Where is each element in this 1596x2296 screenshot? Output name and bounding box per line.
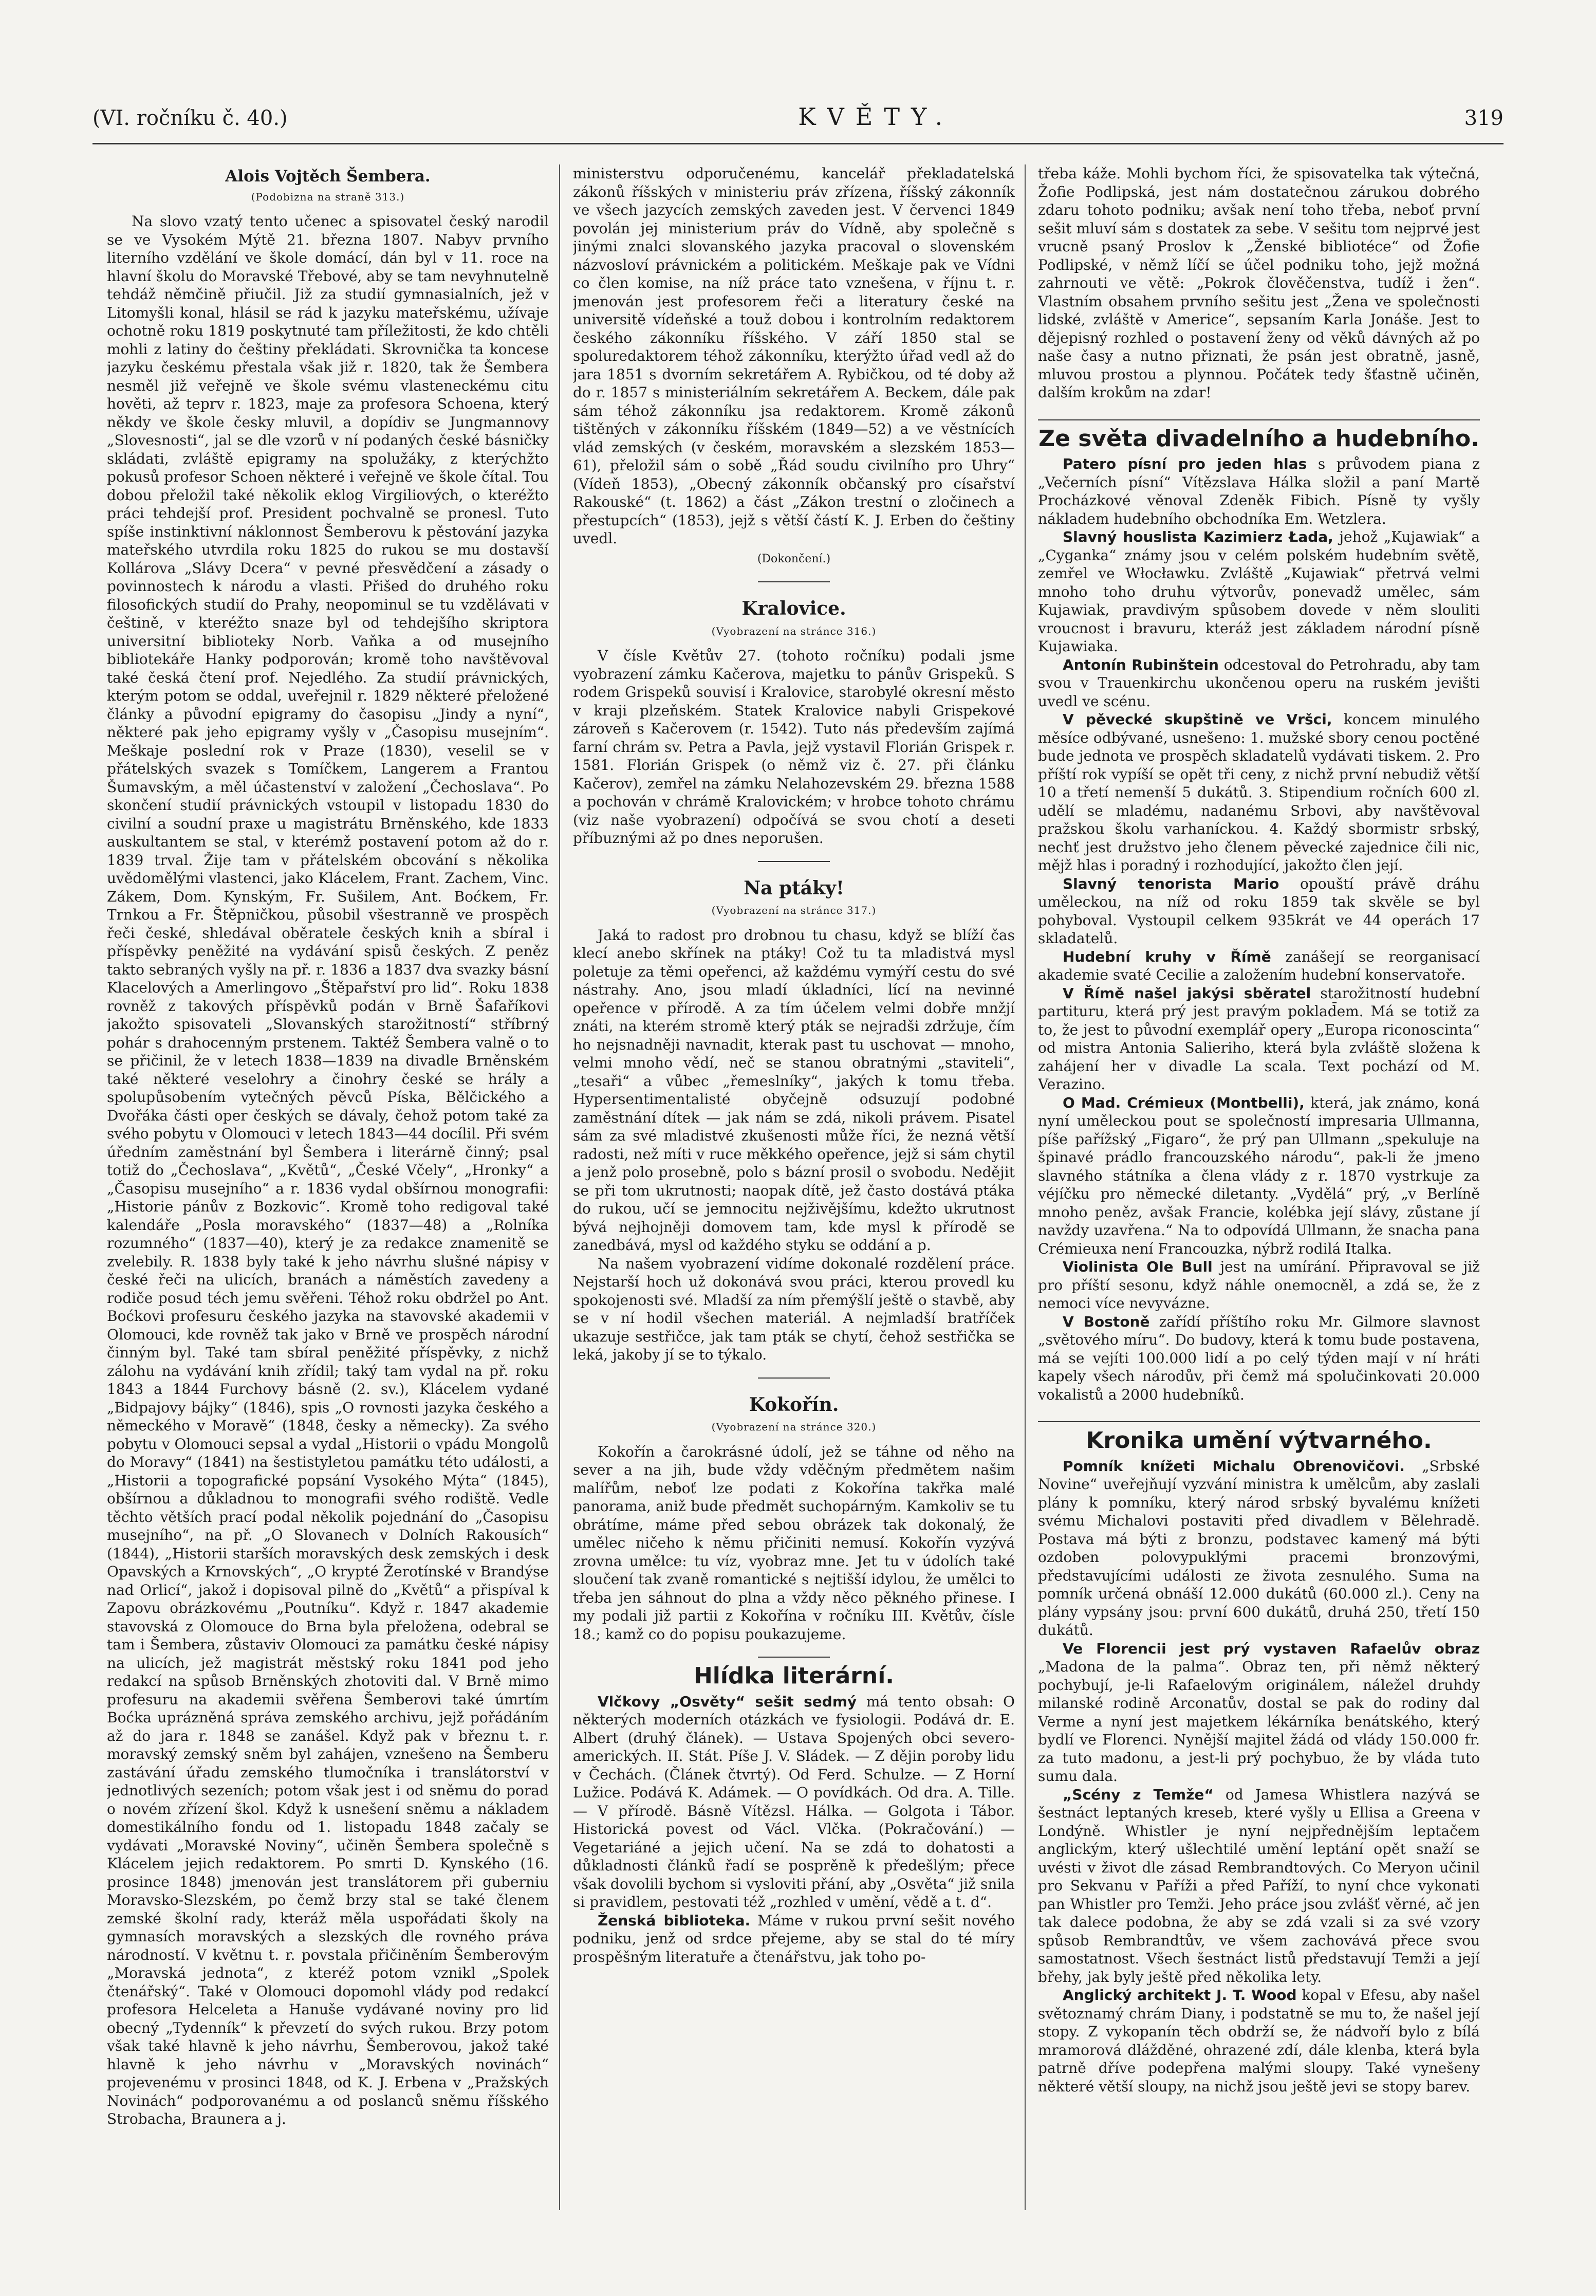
news-item-text: od Jamesa Whistlera nazývá se šestnáct leptaných kreseb, které vyšly u Ellisa a Greena v Londýně. Whistler je nyní nejpřednějším leptačem anglickým, který ušlechtilé umění leptání opět snaží se uvésti v život dle zásad Rembrandtových. Co Meryon učinil pro Sekvanu v Paříži a před Paříží, to nyní chce vykonati pan Whistler pro Temži. Jeho práce jsou zvlášť věrné, ač jen tak dalece podobna, že aby se zdá vzali si za své vzory spůsob Rembrandtův, ve všem zachovává přece svou samostatnost. Všech šestnáct listů představují Temži a její břehy, jak byly ještě před několika lety.: [1038, 1786, 1480, 1986]
news-item-text: „Srbské Novine“ uveřejňují vyzvání ministra k umělcům, aby zaslali plány k pomníku, který národ srbský byvalému knížeti svému Michalovi postaviti před divadlem v Bělehradě. Postava má býti z bronzu, podstavec kamený má býti ozdoben polovypuklými pracemi bronzovými, představujícími události ze života zesnulého. Suma na pomník určená obnáší 12.000 dukátů (60.000 zl.). Ceny na plány vypsány jsou: první 600 dukátů, druhá 250, třetí 150 dukátů.: [1038, 1457, 1480, 1639]
news-item-lead: Ve Florencii jest prý vystaven Rafaelův obraz: [1063, 1640, 1480, 1657]
news-item-lead: Ženská biblioteka.: [598, 1912, 751, 1929]
news-item: [1038, 1640, 1480, 1786]
article-note: (Podobizna na straně 313.): [251, 190, 405, 203]
news-item-text: Máme v rukou první sešit nového podniku, jenž od srdce přejeme, aby se stal do té míry prospěšným literatuře a čtenářstvu, jak toho po-: [573, 1912, 1015, 1966]
news-item: [1038, 710, 1480, 875]
news-item: [1038, 1786, 1480, 1987]
section-rule: [1038, 1421, 1480, 1422]
news-item: [1038, 656, 1480, 711]
section-rule: [758, 1377, 830, 1379]
news-item-text: kopal v Efesu, aby našel světoznamý chrám Diany, i podstatně se mu to, že našel její stopy. Z vykopanín těch obdrží se, že nádvoří bylo z bílá mramorová dlážděné, ohrazené zdí, dále klenba, která byla patrně dříve podepřena malými sloupy. Také vynešeny některé větší sloupy, na nichž jsou ještě jevi se stopy barev.: [1038, 1987, 1480, 2095]
news-item: [573, 1912, 1015, 1967]
section-rule: [758, 581, 830, 582]
news-item-text: která, jak známo, koná nyní uměleckou pout se společností impresaria Ullmanna, píše pařížský „Figaro“, že prý pan Ullmann „spekuluje na špinavé prádlo francouzského národu“, pak-li že jmeno slavného státníka a člena vlády z r. 1870 vystrkuje za véjíčku pro německé diletanty. „Vydělá“ prý, „v Berlíně mnoho peněz, avšak Francie, kolébka její slávy, zůstane jí navždy uzavřena.“ Na to odpovídá Ullmann, že snacha pana Crémieuxa není Francouzka, nýbrž rodilá Italka.: [1038, 1094, 1480, 1257]
news-item-text: starožitností hudební partituru, která prý jest pravým poklad̄em. Má se totiž za to, že jest to původní exemplář opery „Europa riconoscinta“ od mistra Antonia Salieriho, která byla zvláště složena k zahájení her v divadle La scala. Text pochází od M. Verazino.: [1038, 984, 1480, 1093]
article-note: (Vyobrazení na stránce 316.): [711, 624, 877, 637]
news-item-text: jehož „Kujawiak“ a „Cyganka“ známy jsou v celém polském hudebním světě, zemřel ve Włocławku. Zvláště „Kujawiak“ přetrvá velmi mnoho toho druhu výtvorův, ponevadž umělec, sám Kujawiak, pravdivým spůsobem dovede v něm slouliti vroucnost i bravuru, kteráž jest základem národní písně Kujawiaka.: [1038, 528, 1480, 655]
column-1: [107, 164, 549, 2210]
news-item-text: opouští právě dráhu uměleckou, na níž od roku 1859 tak skvěle se byl pohyboval. Vystoupil celkem 935krát ve 44 operách 17 skladatelů.: [1038, 875, 1480, 947]
article-note: (Vyobrazení na stránce 320.): [711, 1421, 877, 1433]
continued-note: (Dokončení.): [757, 552, 831, 565]
article-title-ptaky: Na ptáky!: [744, 877, 844, 899]
news-item-lead: Slavný tenorista Mario: [1063, 875, 1279, 892]
news-item-lead: V Římě našel jakýsi sběratel: [1063, 984, 1311, 1002]
news-item: [1038, 1313, 1480, 1404]
section-rule: [758, 861, 830, 862]
article-title-sembera: Alois Vojtěch Šembera.: [225, 167, 431, 186]
news-item-text: s průvodem piana z „Večerních písní“ Vítězslava Hálka složil a paní Martě Procházkové věnoval Zdeněk Fibich. Písně ty vyšly nákladem hudebního obchodníka Em. Wetzlera.: [1038, 455, 1480, 527]
article-title-kralovice: Kralovice.: [741, 598, 846, 619]
news-item: [1038, 1258, 1480, 1313]
article-continuation: ministerstvu odporučenému, kancelář překladatelská zákonů říšských v ministeriu práv zřízena, říšský zákonník ve všech jazycích zemských zaveden jest. V červenci 1849 povolán jej ministerium práv do Vídně, aby společně s jinými znalci slovanského jazyka pracoval o slovenském názvosloví právnickém a politickém. Meškaje pak ve Vídni co člen komise, na níž práce tato vznešena, v říjnu t. r. jmenován jest profesorem řeči a literatury české na universitě vídeňské a touž dobou i kontrolním redaktorem českého zákonníku říšského. V září 1850 stal se spoluredaktorem téhož zákonníku, kterýžto úřad vedl až do jara 1851 s dvorním sekretářem A. Rybičkou, od té doby až do r. 1857 s ministeriálním sekretářem A. Beckem, dále pak sám téhož zákonníku jsa redaktorem. Kromě zákonů tištěných v zákonníku říšském (1849—52) a ve věstnících vlád zemských (v českém, moravském a slezském 1853—61), přeložil sám o sobě „Řád soudu civilního pro Uhry“ (Vídeň 1853), „Obecný zákonník občanský pro císařství Rakouské“ (t. 1862) a část „Zákon trestní o zločinech a přestupcích“ (1853), jejž s větší částí K. J. Erben do češtiny uvedl.: [573, 165, 1015, 547]
news-item-text: zanášejí se reorganisací akademie svaté Cecilie a založením hudební konservatoře.: [1038, 948, 1480, 983]
article-paragraph: Na slovo vzatý tento učenec a spisovatel český narodil se ve Vysokém Mýtě 21. března 1807. Nabyv prvního literního vzdělání ve škole domácí, dán byl v 11. roce na hlavní školu do Moravské Třebové, aby se tam nevyhnutelně tehdáž němčině přiučil. Již za studií gymnasialních, jež v Litomyšli konal, hlásil se rád k jazyku mateřskému, užívaje ochotně roku 1819 poskytnuté tam příležitosti, že kdo chtěli mohli z latiny do češtiny překládati. Skrovnička ta koncese jazyku českému přestala však již r. 1820, tak že Šembera nesměl již veřejně ve škole svému vlasteneckému citu hověti, až teprv r. 1823, maje za profesora Schoena, který někdy ve škole česky mluvil, a dopídiv se Jungmannovy „Slovesnosti“, jal se dle vzorů v ní podaných české básničky skládati, zvláště epigramy na spolužáky, z kterýchžto pokusů profesor Schoen některé i veřejně ve škole čítal. Tou dobou přeložil také několik eklog Virgiliových, o kteréžto práci tehdejší prof. President pochvalně se pronesl. Tuto spíše instinktivní náklonnost Šemberovu k pěstování jazyka mateřského utvrdila roku 1825 do rukou se mu dostavší Kollárova „Slávy Dcera“ v pevné přesvědčení a zásady o povinnostech k národu a vlasti. Přišed do druhého roku filosofických studií do Prahy, neopominul se tu vzdělávati v češtině, v kteréžto snaze byl od tehdejšího skriptora universitní biblioteky Norb. Vaňka a od musejního bibliotekáře Hanky podporován; kromě toho navštěvoval také česká čtení prof. Nejedlého. Za studií právnických, kterým potom se oddal, uveřejnil r. 1829 některé přeložené články a původní epigramy do časopisu „Jindy a nyní“, některé pak jeho epigramy vyšly v „Časopisu musejním“. Meškaje poslední rok v Praze (1830), veselil se v přátelských svazek s Tomíčkem, Langerem a Frantou Šumavským, a měl účastenství v založení „Čechoslava“. Po skončení studií právnických vstoupil v listopadu 1830 do civilní a soudní praxe u magistrátu Brněnského, kde 1833 auskultantem se stal, v kterémž postavení potom až do r. 1839 trval. Žije tam v přátelském obcování s několika uvědomělými vlastenci, jako Klácelem, Frant. Zachem, Vinc. Zákem, Dom. Kynským, Fr. Sušilem, Ant. Boćkem, Fr. Trnkou a Fr. Štěpničkou, působil všestranně ve prospěch řeči české, shledával oběratele českých knih a sbíral i příspěvky peněžité na vydávání spisů českých. Z peněz takto sebraných vyšly na př. r. 1836 a 1837 dva svazky básní Klacelových a Amerlingovo „Štěpařství pro lid“. Roku 1838 rovněž z takových příspěvků podán v Brně Šafaříkovi jakožto spisovateli „Slovanských starožitností“ stříbrný pohár s drahocenným prstenem. Taktéž Šembera valně o to se přičinil, že v letech 1838—1839 na divadle Brněnském také některé veselohry a činohry české se hrály a spolupůsobením vytečných pěvců Píska, Bělčického a Dvořáka části oper českých se dávaly, čehož potom také za svého pobytu v Olomouci v letech 1843—44 docílil. Při svém úředním zaměstnání byl Šembera i literárně činný; psal totiž do „Čechoslava“, „Květů“, „České Včely“, „Hronky“ a „Časopisu musejního“ a r. 1836 vydal obšírnou monografii: „Historie pánův z Bozkovic“. Kromě toho redigoval také kalendáře „Posla moravského“ (1837—48) a „Rolníka rozumného“ (1837—40), který je za redakce znamenitě se zvelebily. R. 1838 byly také k jeho návrhu slušné nápisy v české řeči na ulicích, branách a náměstích zavedeny a rodiče posud téch jemu svěřeni. Téhož roku obdržel po Ant. Boćkovi profesuru českého jazyka na stavovské akademii v Olomouci, kde rovněž tak jako v Brně ve prospěch národní činným byl. Také tam sbíral peněžité příspěvky, z nichž zálohu na vydávání knih zřídil; taký tam vydal na př. roku 1843 a 1844 Furchovy básně (2. sv.), Klácelem vydané „Bidpajovy bájky“ (1846), spis „O rovnosti jazyka českého a německého v Moravě“ (1848, česky a německy). Za svého pobytu v Olomouci sepsal a vydal „Historii o vpádu Mongolů do Moravy“ (1841) na šestistyletou památku této události, a „Historii a topografické popsání Vysokého Mýta“ (1845), obšírnou a důkladnou to monografii svého rodiště. Vedle těchto větších prací podal několik pojednání do „Časopisu musejního“, na př. „O Slovanech v Dolních Rakousích“ (1844), „Historii starších moravských desk zemských i desk Opavských a Krnovských“, „O krypté Žerotínské v Brandýse nad Orlicí“, jakož i dopisoval pilně do „Květů“ a přispíval k Zapovu obrázkovému „Poutníku“. Když r. 1847 akademie stavovská z Olomouce do Brna byla přeložena, odebral se tam i Šembera, zůstaviv Olomouci za památku české nápisy na ulicích, jež magistrát městský roku 1841 pod jeho redakcí na spůsob Brněnských zhotoviti dal. V Brně mimo profesuru na akademii svěřena Šemberovi také úmrtím Boćka uprázněná správa zemského archivu, jejž pořádáním až do jara r. 1848 se zanášel. Když pak v březnu t. r. moravský zemský sněm byl zahájen, vznešeno na Šemberu zastávání úřadu zemského tlumočníka i translátorství v jednotlivých sezeních; potom však jest i od sněmu do porad o novém zřízení škol. Když k usnešení sněmu a nákladem domestikálního fondu od 1. listopadu 1848 začaly se vydávati „Moravské Noviny“, učiněn Šembera společně s Klácelem jejich redaktorem. Po smrti D. Kynského (16. prosince 1848) jmenován jest translátorem při guberniu Moravsko-Slezském, po čemž brzy stal se také členem zemské školní rady, kteráž měla uspořádati školy na gymnasích moravských a slezských dle rovného práva národností. V květnu t. r. povstala přičiněním Šemberovým „Moravská jednota“, z kteréž potom vznikl „Spolek čtenářský“. Také v Olomouci dopomohl vlády pod redakcí profesora Helceleta a Hanuše vydávané noviny pro lid obecný „Tydenník“ k převzetí do svých rukou. Brzy potom však také hlavně k jeho návrhu, Šemberovou, jakož také hlavně k jeho návrhu v „Moravských novinách“ projevenému v prosinci 1848, od K. J. Erbena v „Pražských Novinách“ podporovanému a od poslanců sněmu říšského Strobacha, Braunera a j.: [107, 213, 549, 2127]
news-item: [1038, 948, 1480, 984]
news-item: [1038, 528, 1480, 656]
section-title-hlidka: Hlídka literární.: [693, 1663, 894, 1689]
news-item-lead: O Mad. Crémieux (Montbelli),: [1063, 1094, 1305, 1111]
news-item-text: zařídí příštího roku Mr. Gilmore slavnost „světového míru“. Do budovy, která k tomu bude postavena, má se vejíti 100.000 lidí a po celý týden mají v ní hráti kapely všech národův, při čemž má spolučinkovati 20.000 vokalistů a 2000 hudebníků.: [1038, 1313, 1480, 1403]
column-divider: [1025, 164, 1026, 2210]
article-paragraph: Na našem vyobrazení vidíme dokonalé rozdělení práce. Nejstarší hoch už dokonává svou práci, kterou provedl ku spokojenosti své. Mladší za ním přemýšlí ještě o stavbě, aby se v ní hodil všechen materiál. A nejmladší bratříček ukazuje sestřičce, jak tam pták se chytí, čehož sestřička se leká, jakoby jí se to týkalo.: [573, 1255, 1015, 1363]
news-item-lead: Slavný houslista Kazimierz Łada,: [1063, 528, 1333, 545]
news-item-lead: „Scény z Temže“: [1063, 1786, 1214, 1803]
news-item-lead: Patero písní pro jeden hlas: [1063, 455, 1307, 472]
article-continuation: třeba káže. Mohli bychom říci, že spisovatelka tak výtečná, Žofie Podlipská, jest nám dostatečnou zárukou dobrého zdaru tohoto podniku; avšak není toho třeba, neboť první sešit mluví sám s dostatek za sebe. V sešitu tom nejprvé jest vrucně psaný Proslov k „Ženské bibliotéce“ od Žofie Podlipské, v němž líčí se účel podniku toho, jejž možná zahrnouti ve větě: „Pokrok člověčenstva, tudíž i žen“. Vlastním obsahem prvního sešitu jest „Žena ve společnosti lidské, zvláště v Americe“, sepsaním Karla Jonáše. Jest to dějepisný rozhled o postavení ženy od věků dávných až po naše časy a nutno přiznati, že psán jest obratně, jasně, mluvou prostou a plynnou. Počátek tedy šťastně učiněn, dalším krokům na zdar!: [1038, 165, 1480, 401]
section-rule: [1038, 419, 1480, 420]
section-title-divadlo: Ze světa divadelního a hudebního.: [1038, 425, 1479, 452]
news-item: [1038, 1094, 1480, 1258]
column-2: [573, 164, 1015, 2210]
page-header: [92, 103, 1504, 144]
news-item-lead: Antonín Rubinštein: [1063, 656, 1219, 673]
news-item: [1038, 984, 1480, 1094]
news-item-lead: Anglický architekt J. T. Wood: [1063, 1987, 1297, 2004]
news-item: [573, 1693, 1015, 1912]
news-item-text: koncem minulého měsíce odbývané, usnešeno: 1. mužské sbory cenou poctěné bude jednota ve prospěch skladatelů vydávati tiskem. 2. Pro příští rok vypíší se opět tři ceny, z nichž první nebudiž větší 10 a třetí nemenší 5 dukátů. 3. Stipendium ročních 600 zl. udělí se mladému, nadanému Srbovi, aby navštěvoval pražskou školu varhaníckou. 4. Každý sbormistr srbský, nechť jest družstvo jeho členem pěvecké zajednice čili nic, mějž hlas i poradný i rozhodující, jakožto člen její.: [1038, 711, 1480, 874]
issue-label: (VI. ročníku č. 40.): [92, 106, 288, 130]
news-item-text: má tento obsah: O některých moderních otázkách ve fysiologii. Podává dr. E. Albert (druhý článek). — Ustava Spojených obci severo-amerických. II. Stát. Píše J. V. Sládek. — Z dějin poroby lidu v Čechách. (Článek čtvrtý). Od Ferd. Schulze. — Z Horní Lužice. Podává K. Adámek. — O povídkách. Od dra. A. Tille. — V přírodě. Básně Vítězsl. Hálka. — Golgota i Tábor. Historická povest od Václ. Vlčka. (Pokračování.) — Vegetariáné a jejich učení. Na se zdá to dohatosti a důkladnosti článků řadí se posprěně k předešlým; přece však dovolili bychom si vysloviti přání, aby „Osvěta“ již snila si pravidlem, pestovati též „rozhled v umění, vědě a t. d“.: [573, 1693, 1015, 1911]
news-item-lead: Hudební kruhy v Římě: [1063, 948, 1271, 965]
news-item-lead: Vlčkovy „Osvěty“ sešit sedmý: [598, 1693, 857, 1710]
article-paragraph: V čísle Květův 27. (tohoto ročníku) podali jsme vyobrazení zámku Kačerova, majetku to pánův Grispeků. S rodem Grispeků souvisí i Kralovice, starobylé okresní město v kraji plzeňském. Statek Kralovice nabyli Grispekové zároveň s Kačerovem (r. 1542). Tuto nás především zajímá farní chrám sv. Petra a Pavla, jejž vystavil Florián Grispek r. 1581. Florián Grispek (o němž viz č. 27. při článku Kačerov), zemřel na zámku Nelahozevském 29. března 1588 a pochován v chrámě Kralovickém; v hrobce tohoto chrámu (viz naše vyobrazení) odpočívá se svou chotí a deseti příbuznými až po dnes neporušen.: [573, 647, 1015, 847]
news-item-lead: V Bostoně: [1063, 1313, 1150, 1330]
news-item: [1038, 1986, 1480, 2096]
column-3: [1038, 164, 1480, 2210]
article-paragraph: Kokořín a čarokrásné údolí, jež se táhne od něho na sever a na jih, bude vždy vděčným předmětem našim malířům, neboť lze podati z Kokořína takřka malé panorama, aniž bude předmět suchopárným. Kamkoliv se tu obrátíme, máme před sebou obrázek tak dokonalý, že umělec ničeho k němu přičiniti nemusí. Kokořín vyzývá zrovna umělce: tu víz, vyobraz mne. Jet tu v údolích také sloučení tak zvaně romantické s nejtišší idylou, že umělci to třeba jen sáhnout do plna a vždy něco pěkného přinese. I my podali již partii z Kokořína v ročníku III. Květův, čísle 18.; kamž co do popisu poukazujeme.: [573, 1443, 1015, 1643]
news-item-lead: Violinista Ole Bull: [1063, 1258, 1213, 1275]
article-title-kokorin: Kokořín.: [749, 1393, 839, 1416]
masthead-title: KVĚTY.: [798, 103, 954, 131]
news-item: [1038, 455, 1480, 528]
news-item-lead: Pomník knížeti Michalu Obrenovičovi.: [1063, 1457, 1405, 1475]
news-item-lead: V pěvecké skupštině ve Vršci,: [1063, 711, 1332, 728]
page-number: 319: [1464, 106, 1504, 130]
news-item: [1038, 1457, 1480, 1640]
article-note: (Vyobrazení na stránce 317.): [711, 904, 877, 916]
news-item-text: „Madona de la palma“. Obraz ten, při němž některý pochybují, je-li Rafaelovým originálem, náležel druhdy milanské rodině Arconatův, dostal se pak do rodiny dal Verme a nyní jest majetkem lékárníka benátského, který bydlí ve Florenci. Nynější majitel žádá od vlády 150.000 fr. za tuto madonu, a jest-li prý pochybuo, že by vláda tuto sumu dala.: [1038, 1658, 1480, 1785]
article-paragraph: Jaká to radost pro drobnou tu chasu, když se blíží čas klecí anebo skřínek na ptáky! Což tu ta mladistvá mysl poletuje za těmi opeřenci, až každému vymýří cestu do své nástrahy. Ano, jsou mladí úkladníci, lící na nevinné opeřence v přírodě. A za tím účelem velmi dobře mnžjí znáti, na kterém stromě který pták se nejradši zdržuje, čím ho nejsnadněji navnadit, kterak past tu uschovat — mnoho, velmi mnoho vědí, neč se stanou obratnými „staviteli“, „tesaři“ a vůbec „řemeslníky“, jakých k tomu třeba. Hypersentimentalisté obyčejně odsuzují podobné zaměstnání dítek — jak nám se zdá, nikoli právem. Pisatel sám za své mladistvé zkušenosti může říci, že nezná větší radosti, než míti v ruce měkkého opeřence, jejž si sám chytil a jenž polo prosebně, polo s bázní prosil o svobodu. Nedějit se při tom ukrutnosti; naopak dítě, jež často dostává ptáka do rukou, učí se jemnocitu nejživějšímu, kdežto ukrutnost bývá nejhojněji domovem tam, kde mysl k přírodě se zanedbává, mysl od každého styku se oddání a p.: [573, 926, 1015, 1254]
section-title-kronika: Kronika umění výtvarného.: [1086, 1427, 1432, 1454]
news-item-text: odcestoval do Petrohradu, aby tam svou v Trauenkirchu ukončenou operu na ruském jevišti uvedl ve scénu.: [1038, 656, 1480, 710]
section-rule: [758, 1657, 830, 1658]
news-item-text: jest na umírání. Připravoval se již pro příští sesonu, když náhle onemocněl, a zdá se, že z nemoci více nevyváznе.: [1038, 1258, 1480, 1312]
news-item: [1038, 875, 1480, 948]
column-divider: [559, 164, 560, 2210]
